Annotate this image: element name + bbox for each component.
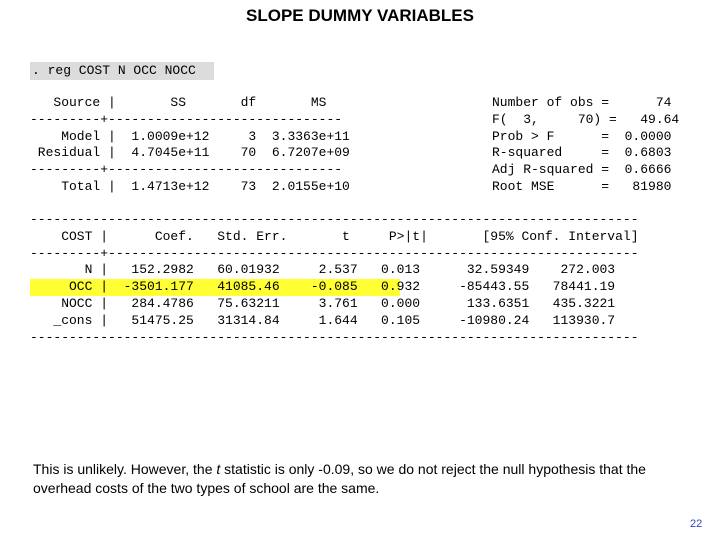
table-separator: ---------+-------------------------------------------------------------------- [30,245,639,261]
caption-italic-t: t [216,461,221,477]
coefficient-table [30,212,639,346]
fit-stat-line: Adj R-squared = 0.6666 [492,162,672,178]
table-row-occ: OCC | -3501.177 41085.46 -0.085 0.932 -85443.55 78441.19 [30,279,616,295]
table-row: N | 152.2982 60.01932 2.537 0.013 32.59349 272.003 [30,262,616,278]
fit-stat-line: F( 3, 70) = 49.64 [492,111,680,127]
anova-line: Total | 1.4713e+12 73 2.0155e+10 [30,178,350,194]
anova-line: Residual | 4.7045e+11 70 6.7207e+09 [30,145,350,161]
caption-text: This is unlikely. However, the [33,461,217,477]
anova-line: ---------+------------------------------ [30,111,343,127]
caption-text: statistic is only -0.09, so we do not reject the null hypothesis that the overhead costs of the two types of school are the same. [33,461,646,496]
slide-title: SLOPE DUMMY VARIABLES [246,6,474,25]
anova-line: ---------+------------------------------ [30,162,343,178]
regression-command: . reg COST N OCC NOCC [30,62,214,80]
fit-stat-line: Number of obs = 74 [492,95,672,110]
table-separator: ------------------------------------------------------------------------------ [30,329,639,345]
fit-stat-line: R-squared = 0.6803 [492,145,672,161]
anova-line: Source | SS df MS [30,95,327,110]
table-separator: ------------------------------------------------------------------------------ [30,212,639,227]
table-header: COST | Coef. Std. Err. t P>|t| [95% Conf. Interval] [30,228,639,244]
explanation-text [33,460,693,498]
anova-line: Model | 1.0009e+12 3 3.3363e+11 [30,128,350,144]
anova-table [30,95,350,196]
fit-stat-line: Prob > F = 0.0000 [492,128,672,144]
table-row: NOCC | 284.4786 75.63211 3.761 0.000 133.6351 435.3221 [30,295,616,311]
table-row: _cons | 51475.25 31314.84 1.644 0.105 -10980.24 113930.7 [30,312,616,328]
fit-statistics [492,95,679,196]
page-number: 22 [690,518,703,530]
fit-stat-line: Root MSE = 81980 [492,178,672,194]
